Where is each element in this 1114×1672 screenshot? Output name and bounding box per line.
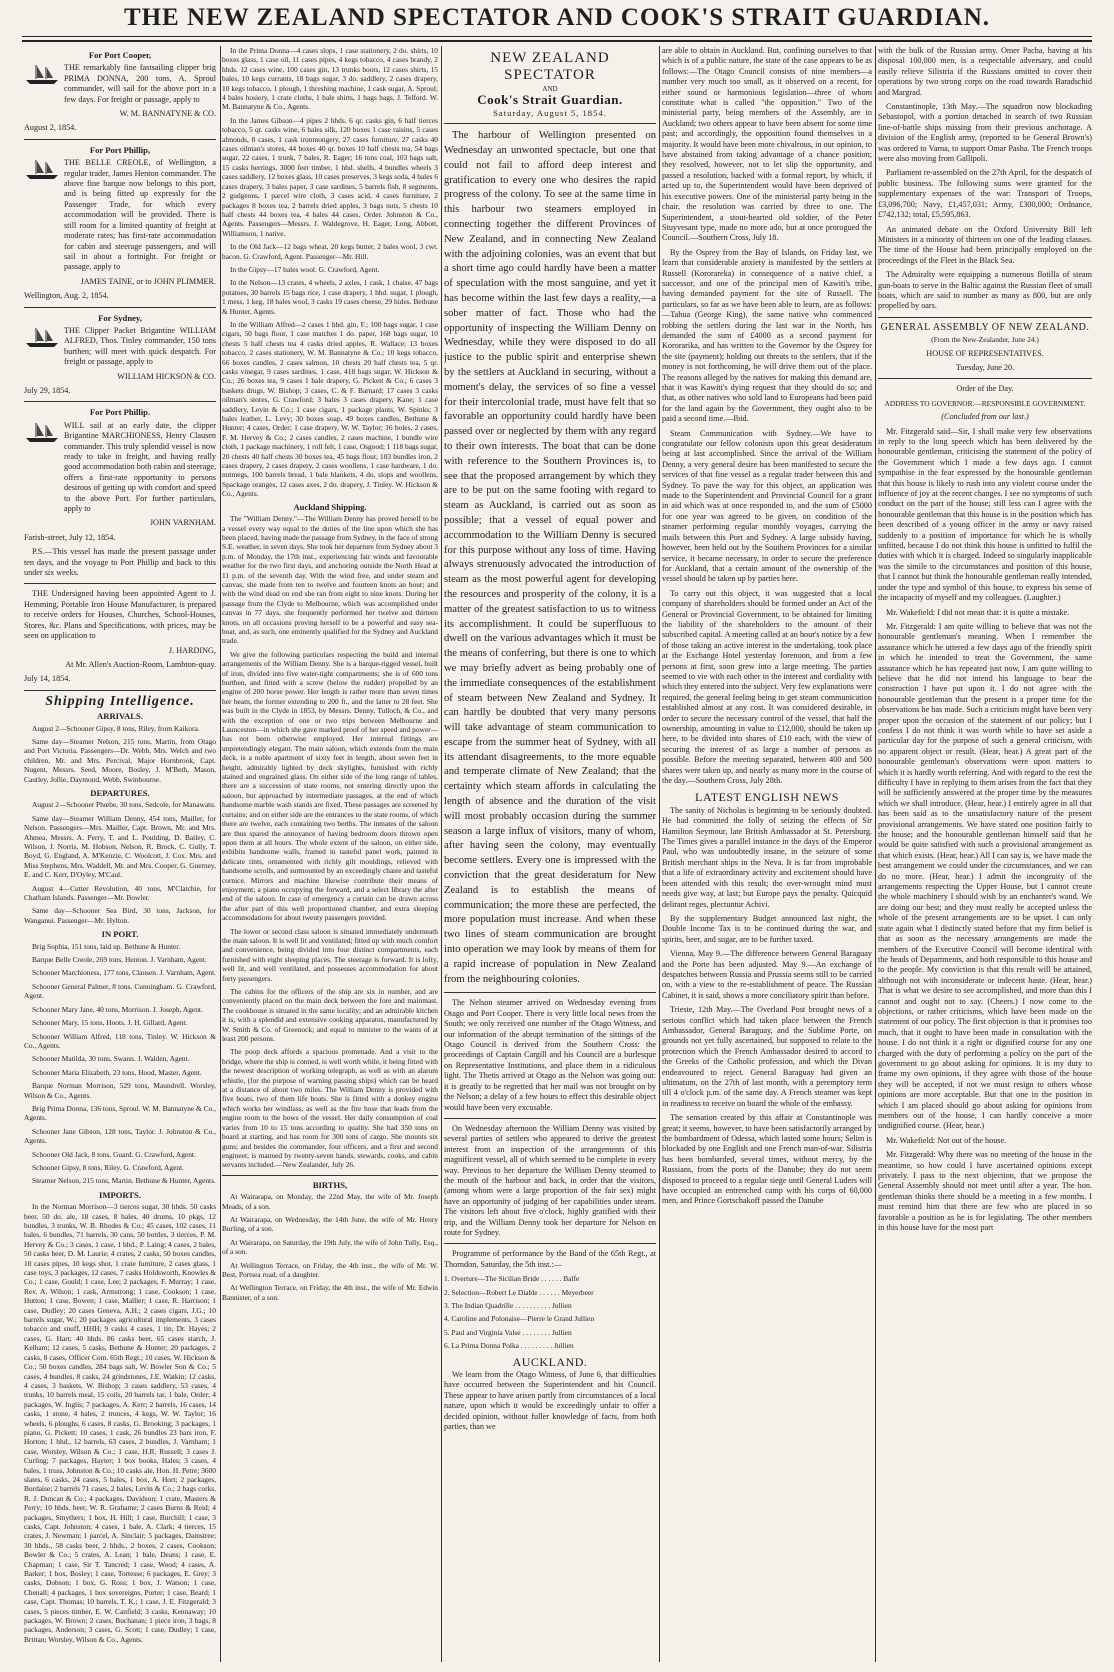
- speech-paragraph: Mr. Fitzgerald: I am quite willing to believe that was not the honourable gentleman's meaning. When I remember the assurance which he uttered a few days ago of the friendly spirit in which he intended to treat the Government, the same assurance which he has repeated just now, I am quite willing to believe that he did not intend his language to bear the construction I have put upon it. I do not agree with the honourable gentleman that the present is a proper time for the observations he has made. Such a criticism might have been very proper upon the occasion of the statement of our policy; but I confess I do not think it was worth while to have set aside a particular day for the purpose of such a general criticism, with no apparent object or result. (Hear, hear.) A great part of the honourable gentleman's observations were upon matters to which it is hardly worth referring. And with regard to the rest the difficulty I have in replying to them arises from the fact that they will be sufficiently answered at the proper time by the measures which we shall introduce. (Hear, hear.) I entirely agree in all that has been said as to the unsatisfactory nature of the present provisional arrangements. We have stated one position fairly to the house; and the honourable gentleman himself said that he would be quite satisfied with such a provisional arrangement as that which exists. (Hear, hear.) All I can say is, we have made the best arrangement we could under the circumstances, and we can do no more. (Hear, hear.) I admit the incongruity of the arrangements respecting the Upper House, but I cannot create the whole machinery I should wish by an enchanter's wand. We are doing our best; and they must really be accepted unless the whole of the present arrangements are to be upset. I can only state again what I distinctly stated before that my firm belief is that as soon as the necessary arrangements are made the members of the Executive Council will become identical with the heads of Departments, and both responsible to this house and to the people. My conviction is that this result will be attained, although not with inconsiderate or indecent haste. (Hear, hear.) That is what we desire to see accomplished, and more than this I cannot and ought not to say. (Cheers.) I now come to the objections, or rather criticisms, which have been made on the statement of our policy. The first objection is that it promises too much, that it ought to have been made in consultation with the house. I do not think it a right or dignified course for any one charged with the duty of performing a policy on the part of the government to go about asking for opinions. It is my duty to frame my own opinions, if they agree with those of the house they will be accepted, if not we must resign to others whose opinions are more acceptable. But that one in the position in which I am placed should go about asking for opinions from members out of the house, I can hardly conceive a more undignified course. (Hear, hear.): [878, 621, 1092, 1131]
- programme-item: 5. Paul and Virginia Valse . . . . . . . . Jullien: [444, 1327, 572, 1337]
- ad-heading: For Port Phillip.: [89, 407, 151, 418]
- column-3: [444, 46, 656, 1662]
- in-port-item: Steamer Nelson, 215 tons, Martin. Bethune & Hunter, Agents.: [32, 1176, 216, 1186]
- assembly-source: (From the New-Zealander, June 24.): [931, 335, 1039, 345]
- order-of-day: Order of the Day.: [956, 384, 1014, 394]
- article-paragraph: We learn from the Otago Witness, of June 6, that difficulties have occurred between the Superintendent and his Council. These appear to have arisen partly from circumstances of a local nature, upon which it would be exceedingly unfair to offer a decided opinion, without fuller knowledge of facts, from both parties, than we: [444, 1370, 656, 1432]
- ad-date: July 14, 1854.: [24, 674, 71, 684]
- divider: [878, 378, 1092, 379]
- speech-paragraph: Mr. Wakefield: I did not mean that: it is quite a mistake.: [886, 607, 1070, 617]
- imports-text: In the Old Jack—12 bags wheat, 20 kegs butter, 2 bales wool, 3 cwt. bacon. G. Crawford, Agent. Passenger—Mr. Hill.: [222, 242, 438, 261]
- programme-item: 3. The Indian Quadrille . . . . . . . . . . Jullien: [444, 1301, 572, 1310]
- ad-signature-address: At Mr. Allen's Auction-Room, Lambton-quay.: [65, 659, 216, 669]
- ad-heading: For Sydney,: [98, 312, 142, 323]
- news-paragraph: Trieste, 12th May.—The Overland Post brought news of a serious conflict which had taken place between the French Ambassador, General Baraguay, and the Sublime Porte, on grounds not yet fully ascertained, but supposed to relate to the protection which the French Ambassador desired to accord to the Greeks of the Catholic profession, and which the Divan endeavoured to reject. General Baraguay had given an ultimatum, on the 27th of last month, with a peremptory term till 4 o'clock p.m. of the same day. A French steamer was kept in readiness to receive on board the whole of the embassy.: [662, 1005, 872, 1108]
- concluded-note: (Concluded from our last.): [941, 412, 1029, 422]
- in-port-item: Brig Sophia, 151 tons, laid up. Bethune & Hunter.: [32, 941, 181, 951]
- in-port-item: Schooner Marchioness, 177 tons, Clausen. J. Varnham, Agent.: [32, 968, 216, 978]
- departure-item: August 4—Cutter Revolution, 40 tons, M'Clatchie, for Chatham Islands. Passenger—Mr. Bowler.: [24, 883, 216, 903]
- programme-item: 1. Overture—The Sicilian Bride . . . . . . Balfe: [444, 1274, 580, 1284]
- ad-heading: For Port Phillip,: [89, 144, 151, 155]
- ad-body: THE Clipper Packet Brigantine WILLIAM ALFRED, Thos. Tinley commander, 150 tons burthen; will meet with quick despatch. For freight or passage, apply to: [64, 325, 216, 367]
- divider: [24, 307, 216, 308]
- imports-text: In the William Alfred—2 cases 1 hhd. gin, F.; 100 bags sugar, 1 case cigars, 50 bags flour, 1 case matches 1 do. paper, 168 bags sugar, 10 chests 5 half chests tea 4 casks dried apples, R. Wallace; 13 boxes tobacco, 2 cases stationery, W. M. Bannatyne & Co.; 10 kegs tobacco, 66 boxes candles, 2 cases salmon, 10 chests 20 half chests tea, 5 qr. casks vinegar, 9 cases sardines, 1 case, 418 bags sugar, W. Hickson & Co.; 26 boxes tea, 9 cases 1 bale drapery, G. Pickett & Co.; 6 cases 3 baskets drugs, W. Bishop; 3 cases, C. & F. Barnard; 17 cases 3 casks oilman's stores, G. Crawford; 3 bales 3 cases drapery, Kane; 1 case saddlery, Levin & Co.; 1 case cigars, 1 package plants, W. Spinks; 3 bales leather, L. Levy; 30 boxes soap, 49 boxes candles, Bethune & Hunter; 4 cases, Order; 1 case drapery, W. W. Taylor; 16 boles, 2 cases, F. M. Hervey & Co.; 2 cases candles, 2 cases machine, 1 bundle wire cloth, 1 package machinery, 1 roll felt, 1 case, Osgood; 1 118 bags sugar, 20 chests 40 half chests 30 boxes tea, 45 bags flour, 103 bundles iron, 2 cases drapery, 2 cases drapery, 2 cases woollens, 1 case hardware, 1 do. nutmegs, 100 barrels bread, 1 bale blankets, 4 do. slops and woollens, Spackage oranges, 12 cases axes, 2 do. drapery, J. Tinley. W. Hickson & Co., Agents.: [222, 319, 438, 499]
- divider: [444, 1118, 656, 1119]
- birth-notice: At Wairarapa, on Monday, the 22nd May, the wife of Mr. Joseph Meads, of a son.: [222, 1192, 438, 1211]
- departure-item: Same day—Schooner Sea Bird, 30 tons, Jackson, for Wanganui. Passenger—Mr. Hylton.: [24, 906, 216, 925]
- assembly-house: HOUSE OF REPRESENTATIVES.: [926, 348, 1044, 358]
- in-port-heading: IN PORT.: [101, 929, 139, 940]
- ad-body: THE BELLE CREOLE, of Wellington, a regular trader, James Henton commander. The above fine barque now belongs to this port, and is being fitted up expressly for the Passenger Trade, for which every accommodation will be provided. There is still room for a limited quantity of freight at moderate rates; has first-rate accommodation for cabin and steerage passengers, and will sail in about a fortnight. For freight or passage, apply to: [64, 158, 216, 272]
- ad-date: Wellington, Aug. 2, 1854.: [24, 291, 109, 301]
- birth-notice: At Wairarapa, on Saturday, the 19th July, the wife of John Tully, Esq., of a son.: [222, 1237, 438, 1257]
- divider: [878, 317, 1092, 318]
- article-paragraph: The Nelson steamer arrived on Wednesday evening from Otago and Port Cooper. There is very little local news from the South; we only received one number of the Otago Witness, and our information of the abrupt termination of the sittings of the Otago Council is derived from the Southern Cross: the proceedings of Captain Cargill and his Council are a burlesque on Representative Institutions, and place them in a ridiculous light. The Thetis arrived at Otago as the Nelson was going out: it is greatly to be regretted that her mail was not brought on by the Nelson; a delay of a few hours to effect this desirable object would have been very excusable.: [444, 998, 656, 1112]
- news-paragraph: An animated debate on the Oxford University Bill left Ministers in a minority of thirteen on one of the leading clauses. The time of the House had been principally employed on the proceedings of the Fleet in the Black Sea.: [878, 224, 1092, 265]
- ship-icon: [24, 326, 60, 348]
- article-paragraph: The "William Denny."—The William Denny has proved herself to be a vessel every way equal to the duties of the line upon which she has been placed, having made the passage from Sydney, in the face of strong S.E. weather, in seven days. She took her departure from Sydney about 3 p.m. of Monday, the 17th inst., experiencing fair winds and favourable weather for the two first days, and anchoring outside the North Head at 11 p.m. of the seventh day. With the wind free, and under steam and canvas, she made from ten to twelve and fourteen knots an hour; and with the wind dead on end she ran from eight to nine knots. During her passage from the Clyde to Melbourne, which was accomplished under canvas in 77 days, she frequently performed her twelve and thirteen knots, on all occasions proving herself to be a powerful and easy sea-boat, and, as such, one eminently qualified for the Sydney and Auckland trade.: [222, 514, 438, 646]
- arrival-item: Same day—Steamer Nelson, 215 tons, Martin, from Otago and Port Victoria. Passengers—Dr. Webb, Mrs. Welch and two children, Mr. and Mrs. Percival, Major Hornbrook, Capt. Nugent, Messrs. Seed, Moore, Bosley, J. M'Beth, Mason, Cautley, Jollie, Daymond, Webb, Swinbourne.: [24, 736, 216, 784]
- departure-item: Same day—Steamer William Denny, 454 tons, Mailler, for Nelson. Passengers—Mrs. Mailler, Capt. Brown, Mr. and Mrs. Ahmea, Messrs. A. Perry, T. and L. Poulding, D. Bailey, C. Wilson, J. Norris, M. Hobson, Nelson, R. Brock, C. Gully, T. Boyd, G. England, A. M'Kenzie, C. Woolcott, J. Cox. Mrs. and Miss Stephens, Mrs. Waddell, Mr. and Mrs. Cooper, G. Guerney, E. and C. Kerr, D'Oyley, M'Caul.: [24, 813, 216, 880]
- ad-date: August 2, 1854.: [24, 123, 77, 133]
- issue-date: Saturday, August 5, 1854.: [493, 107, 607, 118]
- ad-body: THE Undersigned having been appointed Agent to J. Hemming, Portable Iron House Manufacturer, is prepared to receive orders for Houses, Churches, School-Houses, Stores, &c. Plans and Specifications, with prices, may be seen on application to: [24, 589, 216, 641]
- auckland-shipping-heading: Auckland Shipping.: [293, 501, 367, 512]
- ad-port-phillip-marchioness: [24, 407, 216, 578]
- assembly-date: Tuesday, June 20.: [955, 362, 1015, 372]
- news-paragraph: with the bulk of the Russian army. Omer Pacha, having at his disposal 100,000 men, is a respectable adversary, and could easily relieve Silistria if the Russians omitted to cover their operations by two strong corps on the road towards Baradschid and Margrad.: [878, 46, 1092, 97]
- article-paragraph: are able to obtain in Auckland. But, confining ourselves to that which is of a public nature, the state of the case appears to be as follows:—The Otago Council consists of nine members—a number very much too small, as it observed on a recent, for either sound or harmonious legislation—three of whom constitute what is called "the opposition." Two of the ministerial party, being members of the Assembly, are in Auckland; two others appear to have been absent for some time past; and accordingly, the opposition found themselves in a majority. It would have been more chivalrous, in our opinion, to have abstained from taking advantage of a chance position; they resolved, however, not to let slip the opportunity, and passed a resolution, backed with a formal report, by which, if acted up to, the Superintendent would have been deprived of his executive powers. One of the ministerial party being in the chair, the resolution was carried by three to one. The Superintendent, a stout-hearted old soldier, of the Peter Stuyvesant type, made no more ado, but at once prorogued the Council.—Southern Cross, July 18.: [662, 46, 872, 243]
- article-paragraph: The poop deck affords a spacious promenade. And a visit to the bridge, where the ship is conned, is well worth while, it being fitted with the newest description of working telegraph, as well as with an alarum whistle, (for the purpose of warning passing ships) which can be heard at a distance of about two miles. The William Denny is provided with five boats, two of them life boats. She is fitted with a donkey engine which works her windlass, as well as the fire hose that leads from the engine room to the bows of the vessel. Her daily consumption of coal varies from 10 to 15 tons according to quality. She had 350 tons on board at starting, and has room for 300 tons of cargo. She mounts six guns; and besides the commander, four officers, and a first and second engineer, is manned by twenty-seven hands, stewards, cooks, and cabin servants included.—New Zealander, July 26.: [222, 1047, 438, 1170]
- divider: [24, 139, 216, 140]
- ad-sydney: [24, 313, 216, 397]
- article-paragraph: Steam Communication with Sydney.—We have to congratulate our fellow colonists upon this great desideratum being at last accomplished. Since the arrival of the William Denny, a very general desire has been manifested to secure the services of that fine vessel as a regular trader between this and Sydney. To pave the way for this object, an application was made to the Superintendent and Provincial Council for a grant in aid which was at once responded to, and the sum of £5000 for one year was agreed to be given, on condition of the steamer performing regular monthly voyages, carrying the mails between this Port and Sydney. A large subsidy having, however, been held out by the Southern Provinces for a similar service, it became necessary, in order to secure the preference for Auckland, that a certain amount of the ownership of the vessel should be taken up by parties here.: [662, 428, 872, 584]
- imports-text: In the Prima Donna—4 cases slops, 1 case stationery, 2 do. shirts, 10 boxes glass, 1 case oil, 11 cases pipes, 4 kegs tobacco, 4 cases brandy, 2 hhds. 12 cases wine, 100 cases gin, 13 trunks boots, 12 cases shirts, 15 bales, 10 kegs currants, 18 bags sugar, 3 do. saddlery, 2 cases drapery, 10 kegs tobacco, 1 plough, 1 threshing machine, 1 cask sugar, A. Sproul; 4 bales hosiery, 1 crate cloths, 1 bale shirts, 1 bags bags, J. Telford. W. M. Bannatyne & Co., Agents.: [222, 46, 438, 112]
- ship-icon: [24, 63, 60, 85]
- article-paragraph: By the Osprey from the Bay of Islands, on Friday last, we learn that considerable anxiety is manifested by the settlers at Russell (Kororareka) in consequence of a native chief, a successor, and one of the principal men of Kawiti's tribe, having demanded payment for the site of Russell. The particulars, so far as we have been able to learn, are as follows:—Tahua (George King), the same native who commenced robbing the settlers during the last war in the North, has demanded the sum of £4000 as a second payment for Kororarika, and has written to the Governor by the Osprey for the site (payment); holding out threats to the settlers, that if the money is not forthcoming, he will drive them out of the place. The reasons alleged by the natives for making this demand are, that it was Kawiti's dying request that they should do so; and that, as other natives who sold land to Europeans had been paid for the land again by the Government, they ought also to be paid a second time.—Ibid.: [662, 247, 872, 424]
- article-paragraph: We give the following particulars respecting the build and internal arrangements of the William Denny. She is a barque-rigged vessel, built of iron, divided into five water-tight compartments; she is of 600 tons burthen, and fitted with a screw (below the rudder) propelled by an engine of 200 horse power. Her length is rather more than seven times her beam, the former extending to 200 ft., and the latter to 28 feet. She was built in the Clyde in 1853, by Messrs. Denny, Tulloch, & Co., and with the exception of one or two trips between Melbourne and Launceston—in which she gave marked proof of her speed and power—has not been otherwise employed. Her internal fittings are unpretendingly elegant. The main saloon, which extends from the main deck, is a noble apartment of sixty feet in length, about seven feet in height, admirably lighted by deck skylights, furnished with richly stained and engrained glass. On either side of the long range of tables, there are a succession of state rooms, not entering directly upon the saloon, but approached by intermediate passages, at the end of which handsome marble wash stands are fixed. These passages are screened by curtains; and on either side are the entrances to the state rooms, of which there are twelve, each containing two berths. The inmates of the saloon are thus spared the annoyance of having bedroom doors thrown open upon them at all hours. The whole extent of the saloon, on either side, exhibits handsome walls, framed in tasteful panel work, painted in delicate tints, ornamented with richly gilt mouldings, relieved with handsome scrolls, and surmounted by an exceedingly chaste and tasteful cornice. Mirrors and machine likewise contribute their means of enjoyment; a piano occupying the forward, and a select library the after end of the saloon. In case of emergency a curtain can be drawn across the after part of this well proportioned chamber, and extra sleeping accommodations for about twenty passengers provided.: [222, 649, 438, 923]
- column-1: [24, 46, 216, 1662]
- programme-item: 4. Caroline and Polonaise—Pierre le Grand Jullien: [444, 1314, 595, 1324]
- divider: [24, 690, 216, 691]
- ad-port-phillip-belle-creole: [24, 145, 216, 302]
- departure-item: August 2—Schooner Phœbe, 30 tons, Sedcole, for Manawatu.: [32, 800, 216, 810]
- imports-text: In the Norman Morrison—3 tierces sugar, 30 hhds. 50 casks beer, 50 do. ale, 18 cases, 8 bales, 40 drums, 10 pkgs, 12 bundles, 3 trunks, W. B. Rhodes & Co.; 45 cases, 102 cases, 11 bales, 6 bundles, 71 barrels, 30 cans, 50 bottles, 3 tierces, P. M. Hervey & Co.; 3 cases, 1 case, 1 bhd., P. Laing; 4 cases, 2 bales, 50 casks beer, D. M. Laurie; 4 crates, 2 casks, 50 boxes candles, 10 cases pipes, 10 kegs shot, 1 crate furniture, 2 cases glass, 1 case toys, 3 packages, 12 cases, 7 casks Holdsworth, Knowles & Co.; 1 case, Gould; 1 case, Lee; 2 packages, F. Murray; 1 case, Rev. A. Wilson; 1 cask, Armstrong; 1 case, Cookson; 1 case, Hutton; 1 case, Bowen; 1 case, Mallier; 1 case, R. Harrison; 1 case, Dudley; 20 cases Geneva, A.H.; 2 cases cigars, J.G.; 10 barrels sugar, W.; 20 packages agricultural implements, 3 cases tobacco and snuff, HHH; 9 casks 4 cases, 1 tin, Dr. Hayes; 2 cases, G. Hart; 40 hhds. 86 casks beer, 65 cases starch, J. Kelham; 12 cases, 5 casks, Bethune & Hunter; 20 packages, 2 casks, 8 cases, Officer Com. 65th Regt.; 10 cases, W. Hickson & Co.; 50 boxes candles, 284 bags salt, W. Bowler Son & Co.; 5 cases, 4 bundles, 8 casks, 24 grindstones, J.E. Watkin; 12 casks, 4 cases, 3 baskets, W. Bishop; 3 cases saddlery, 53 cases, 4 trunks, 10 barrels meal, 15 coils, 20 barrels tar, 1 bale, Order; 4 packages, W. Inglis; 7 packages, A. Kerr; 2 barrels, 16 cases, 14 casks, 1 stone, 4 bales, 2 trunces, 4 kegs, W. W. Taylor; 16 wheels, 6 ploughs, 6 cases, 8 casks, G. Brooking; 3 packages, 1 piano, G. Pickett; 10 cases, 1 cask, 26 bundles 23 bars iron, F. Horton; 1 hhd., 12 barrels, 63 cases, 2 bundles, J. Varnham; 1 case, Worsley, Wilson & Co.; 1 case, H.R. Russell; 3 cases J. Curling; 7 packages, Hayter; 1 box books, Hales; 3 cases, 4 bales, 1 truss, Johnston & Co.; 10 casks ale, Hon. H. Petre; 3600 slates, 6 casks, 24 cases, 5 bales, 1 box, A. Hort; 2 packages, Bordaise; 2 barrels 71 cases, 2 bales, Levin & Co.; 2 bags corks, R. J. Duncan & Co.; 4 packages, Davidson; 1 crate, Masters & Perry; 10 hhds. beer, W. R. Grahame; 2 cases Burns & Reid; 4 packages, Smythers; 1 box, H. Hill; 1 case, Burchill; 1 case, 3 casks, Capt. Johnston; 4 cases, 1 bale, A. Clark; 4 tierces, 15 crates, J. Newman; 1 parcel, A. Sinclair; 5 packages, Dainstree; 30 hhds., 58 casks beer, 2 hhds., 2 boxes, 2 cases, Cookson; Bowler & Co.; 5 crates, A. Lean; 1 bale, Deans; 1 case, E. Chapman; 1 case, Sir T. Tancred; 1 case, Wood; 4 cases, A. Barker; 1 box, Bosley; 1 case, Tortesse; 6 packages, E. Grey; 3 casks, Dobson; 1 box, G. Ross; 1 box, J. Watson; 1 case, Chenall; 4 packages, 1 box sovereigns, Porter; 1 case, Beard; 1 case, Capt. Thomas; 10 barrels, T. K.; 1 case, J. E. Fitzgerald; 3 cases, 5 pieces timber, E. W. Canfield; 3 casks, Kennaway; 10 packages, W. Brown; 2 cases, Buchanan; 1 piece iron, 3 bags, 8 packages, Anderson; 3 cases, G. Scott; 1 case, Dudley; 1 case, Brittan; Worsley, Wilson & Co., Agents.: [24, 1202, 216, 1644]
- column-2: [222, 46, 438, 1662]
- divider: [444, 123, 656, 124]
- in-port-item: Barque Norman Morrison, 529 tons, Maundrell. Worsley, Wilson & Co., Agents.: [24, 1081, 216, 1100]
- in-port-item: Schooner General Palmer, 8 tons, Cunningham. G. Crawford, Agent.: [24, 981, 216, 1001]
- news-paragraph: The sensation created by this affair at Constantinople was great; it seems, however, to have been satisfactorily arranged by the bombardment of Odessa, which lasted some hours; Selim is blockaded by one English and one French man-of-war. Silistria has been bombarded, several times, without mercy, by the Russians, from the ports of the Danube; they do not seem disposed to proceed to a regular siege until General Luders will have occupied an entrenched camp with his corps of 60,000 men, and Prince Gortschakoff passed the Danube: [662, 1113, 872, 1206]
- news-paragraph: The sanity of Nicholas is beginning to be seriously doubted. He had committed the folly of seizing the effects of Sir Hamilton Seymour, late British Ambassador at St. Petersburg. The Times gives a parallel instance in the days of the Emperor Paul, who was undoubtedly insane, in the seizure of some British merchant ships in the Neva. It is far from improbable that a life of extraordinary activity and excitement should have been attended with this result; the over-wrought mind must needs give way, at last; but Europe pays the penalty. Quicquid delirant reges, plectuntur Achivi.: [662, 805, 872, 909]
- in-port-item: Brig Prima Donna, 136 tons, Sproul. W. M. Bannatyne & Co., Agents.: [24, 1103, 216, 1123]
- nameplate-title: NEW ZEALAND SPECTATOR: [490, 50, 610, 83]
- ad-signature: WILLIAM HICKSON & CO.: [117, 371, 216, 381]
- nameplate-subtitle: Cook's Strait Guardian.: [477, 92, 623, 108]
- in-port-item: Schooner Gipsy, 8 tons, Riley. G. Crawford, Agent.: [32, 1162, 184, 1172]
- ad-postscript: P.S.—This vessel has made the present passage under ten days, and the voyage to Port Phillip and back to this under six weeks.: [24, 547, 216, 578]
- ad-signature: W. M. BANNATYNE & CO.: [119, 109, 216, 119]
- column-4: [662, 46, 872, 1662]
- news-paragraph: Parliament re-assembled on the 27th April, for the despatch of public business. The following sums were granted for the supplementary expenses of the war: Transport of Troops, £3,096,700; Navy, £1,457,031; Army, £300,000; Ordnance, £742,132; total, £5,595,863.: [878, 168, 1092, 220]
- article-paragraph: The cabins for the officers of the ship are six in number, and are conveniently placed on the main deck between the fore and mainmast. The cookhouse is situated in the same locality; and an admirable kitchen it is, with a splendid and extensive cooking apparatus, manufactured by W. Smith & Co. of Greenock; and equal to minister to the wants of at least 200 persons.: [222, 987, 438, 1044]
- article-paragraph: The lower or second class saloon is situated immediately underneath the main saloon. It is well lit and ventilated; fitted up with much comfort and convenience, being divided into four distinct compartments, each furnished with eight sleeping places. The steerage is forward. It is lofty, well lit, and well ventilated, and possesses accommodation for about forty passengers.: [222, 926, 438, 983]
- divider: [24, 583, 216, 584]
- programme-item: 6. La Prima Donna Polka . . . . . . . . . Jullien: [444, 1341, 574, 1351]
- divider: [24, 401, 216, 402]
- births-heading: BIRTHS,: [312, 1179, 348, 1190]
- in-port-item: Schooner William Alfred, 118 tons, Tinley. W. Hickson & Co., Agents.: [24, 1031, 216, 1050]
- ad-signature: JAMES TAINE, or to JOHN PLIMMER.: [80, 276, 216, 286]
- in-port-item: Schooner Old Jack, 8 tons, Guard. G. Crawford, Agent.: [32, 1149, 196, 1159]
- arrivals-heading: ARRIVALS.: [97, 711, 143, 722]
- ad-iron-houses: [24, 589, 216, 684]
- birth-notice: At Wairarapa, on Wednesday, the 14th June, the wife of Mr. Henry Burling, of a son.: [222, 1214, 438, 1234]
- arrival-item: August 2—Schooner Gipsy, 8 tons, Riley, from Kaikora.: [32, 723, 200, 733]
- article-paragraph: On Wednesday afternoon the William Denny was visited by several parties of settlers who appeared to derive the greatest interest from an inspection of the arrangements of this magnificent vessel, all of which seemed to be complete in every way. Previous to her departure the William Denny steamed to the mouth of the harbour and back, in order that the visitors, (among whom were a large proportion of the fair sex) might have an opportunity of judging of her capabilities under steam. The visitors left about five o'clock, highly gratified with their trip, and the William Denny took her departure for Nelson en route for Sydney.: [444, 1123, 656, 1237]
- in-port-item: Barque Belle Creole, 269 tons, Henton. J. Varnham, Agent.: [32, 955, 207, 965]
- divider: [444, 992, 656, 993]
- masthead-title: THE NEW ZEALAND SPECTATOR AND COOK'S STRAIT GUARDIAN.: [123, 4, 991, 31]
- departures-heading: DEPARTURES.: [90, 787, 150, 798]
- ad-signature: J. HARDING,: [168, 645, 216, 655]
- in-port-item: Schooner Matilda, 30 tons, Swann. J. Walden, Agent.: [32, 1054, 190, 1064]
- divider: [444, 1243, 656, 1244]
- speech-paragraph: Mr. Fitzgerald said—Sir, I shall make very few observations in reply to the long speech which has been delivered by the honourable gentleman, criticising the statement of the policy of the Government which I made a few days ago. I cannot sympathise in the fear expressed by the honourable gentleman that this house is likely to rush into any violent course under the influence of joy at the recent changes. I see no symptoms of such conduct on the part of the house; still less can I agree with the honourable gentleman that this house is in the position which has been described of a young officer in the army or navy raised suddenly to a position of importance for which he is wholly unfitted, because I do not think this house is unfitted to fulfil the duties with which it is charged. Indeed so singularly inapplicable was the simile to the circumstances and position of this house, that I cannot but think the honourable gentleman really intended, under the type and symbol of this house, to express his sense of the incapacity of myself and my colleagues. (Laughter.): [878, 426, 1092, 603]
- ship-icon: [24, 158, 60, 180]
- in-port-item: Schooner Mary Jane, 40 tons, Morrison. J. Joseph, Agent.: [32, 1004, 203, 1014]
- shipping-title: Shipping Intelligence.: [45, 693, 195, 709]
- ad-date: July 29, 1854.: [24, 385, 71, 395]
- ship-icon: [24, 421, 60, 443]
- nameplate-and: AND: [542, 85, 558, 93]
- in-port-item: Schooner Jane Gibson, 128 tons, Taylor. J. Johnston & Co., Agents.: [24, 1126, 216, 1146]
- imports-text: In the Gipsy—17 bales wool. G. Crawford, Agent.: [230, 264, 380, 274]
- masthead-rule: [22, 36, 1092, 37]
- article-paragraph: To carry out this object, it was suggested that a local company of shareholders should be formed under an Act of the General or Provincial Government, to be obtained for limiting the liability of the shareholders to the amount of their subscribed capital. A meeting called at an hour's notice by a few of those taking an active interest in the undertaking, took place at the Exchange Hotel yesterday forenoon, and from a few persons at first, soon grew into a large meeting. The parties seemed to vie with each other in the interest and cordiality with which they entered into the subject. Very few explanations were required, the general feeling being to get steam communication established almost at any cost. It was considered desirable, in order to secure the necessary control of the vessel, that half the ownership, amounting in value to £12,000, should be taken up here, to be divided into shares of £10 each, with the view of securing the interest of as large a number of persons as possible. Before the meeting separated, between 400 and 500 shares were taken up, and nearly as many more in the course of the day.—Southern Cross, July 28th.: [662, 588, 872, 786]
- news-paragraph: Constantinople, 13th May.—The squadron now blockading Sebastopol, with a portion detached in search of two Russian line-of-battle ships missing from their previous anchorage. A division of the English army, (reported to be General Brown's) was ordered to Varna, to support Omar Pasha. The French troops were also moving from Gallipoli.: [878, 102, 1092, 164]
- ad-body: THE remarkably fine fastsailing clipper brig PRIMA DONNA, 200 tons, A. Sproul commander, will sail for the above port in a few days. For freight or passage, apply to: [64, 63, 216, 104]
- birth-notice: At Wellington Terrace, on Friday, the 4th inst., the wife of Mr. Edwin Bannister, of a son.: [222, 1283, 438, 1302]
- ad-heading: For Port Cooper,: [88, 50, 152, 60]
- in-port-item: Schooner Mary, 15 tons, Hoots. J. H. Gillard, Agent.: [32, 1018, 188, 1028]
- speech-paragraph: Mr. Wakefield: Not out of the house.: [886, 1135, 1007, 1145]
- latest-news-heading: LATEST ENGLISH NEWS: [695, 790, 839, 805]
- editorial-paragraph: The harbour of Wellington presented on Wednesday an unwonted spectacle, but one that could not fail to afford deep interest and gratification to every one who desires the rapid progress of the colony. To see at the same time in this harbour two steamers employed in connecting together the different Provinces of New Zealand, and in connecting New Zealand with the adjoining colonies, was an event that but a short time ago could hardly have been a matter of speculation with the most sanguine, and yet it has become within the last few days a reality,—a sober matter of fact. Those who had the opportunity of inspecting the William Denny on Wednesday, while they were disposed to do all justice to the public spirit and enterprise shewn by the settlers at Auckland in securing, without a moment's delay, the services of so fine a vessel for their intercolonial trade, must have felt that so favorable an opportunity could hardly have been passed over or neglected by them with any regard to their own interests. The boat that can be done with reference to the Southern Provinces is, to see that the proposed arrangement by which they are to be put on the same footing with regard to steam as Auckland, is carried out as soon as possible; that a vessel of equal power and accommodation to the William Denny is secured for this purpose without any loss of time. Having always strenuously advocated the introduction of steam as the most powerful agent for developing the resources and prosperity of the colony, it is a matter of the greatest satisfaction to us to witness its accomplishment. It could be superfluous to dwell on the various advantages which it must be the means of conferring, but there is one to which we may briefly advert as being probably one of the immediate consequences of the establishment of steam between New Zealand and Sydney. It can hardly be doubted that very many persons will take advantage of steam communication to escape from the summer heat of Sydney, with all its attendant disagreements, to the more equable and temperate climate of New Zealand; that the certainty which steam affords in calculating the length of absence and the duration of the visit will most probably occasion during the summer season a large influx of visitors, many of whom, after having seen the colony, may eventually become settlers. Every one is impressed with the conviction that the great desideratum for New Zealand is to establish the means of communication; the more these are perfected, the more population must increase. And when these two lines of steam communication are brought into operation we may look by means of them for a rapid increase of population in New Zealand from the neighbouring colonies.: [444, 130, 656, 985]
- order-subheading: ADDRESS TO GOVERNOR.—RESPONSIBLE GOVERNMENT.: [884, 398, 1086, 408]
- news-paragraph: Vienna, May 9.—The difference between General Baraguay and the Porte has been adjusted. May 9.—An exchange of despatches between Russia and Prussia seems still to be carried on, with a view to the re-establishment of peace. The Russian Cabinet, it is said, shows a more conciliatory spirit than before.: [662, 949, 872, 1000]
- speech-paragraph: Mr. Fitzgerald: Why there was no meeting of the house in the meantime, so how could I have ascertained opinions except privately. I pass to the next objection, that we propose the General Assembly should not meet until after a year. The hon. gentleman thinks there should be a meeting in a few months. I must remind him that there are few who are placed in so favorable a position as he is for legislating. The other members in this house have for the most part: [878, 1150, 1092, 1233]
- imports-text: In the Nelson—13 crates, 4 wheels, 2 axles, 1 cask, 1 chaise, 47 bags potatoes, 30 barrels 15 bags rice, 1 case drapery, 1 hhd. sugar, 1 plough, 1 mess, 1 keg, 18 bales wool, 3 casks 19 cases cheese, 29 hides. Bethune & Hunter, Agents.: [222, 278, 438, 316]
- divider: [222, 1175, 438, 1176]
- ad-port-cooper: [24, 50, 216, 134]
- ad-body: WILL sail at an early date, the clipper Brigantine MARCHIONESS, Henry Clausen commander. This truly splendid vessel is now ready to take in freight, and having really good accommodation both cabin and steerage, offers a first-rate opportunity to persons desirous of getting up with comfort and speed to the above Port. For further particulars, apply to: [64, 420, 216, 514]
- column-5: [878, 46, 1092, 1662]
- auckland-heading: AUCKLAND.: [512, 1354, 588, 1369]
- ad-address: Farish-street, July 12, 1854.: [24, 532, 116, 542]
- masthead-rule-thick: [22, 40, 1092, 42]
- in-port-item: Schooner Maria Elizabeth, 23 tons, Hood, Master, Agent.: [32, 1067, 202, 1077]
- news-paragraph: By the supplementary Budget announced last night, the Double Income Tax is to be continued during the war, and spirits, beer, and sugar, are to be further taxed.: [662, 913, 872, 944]
- imports-text: In the James Gibson—4 pipes 2 hhds. 6 qr. casks gin, 6 half tierces tobacco, 5 qr. casks wine, 6 bales silk, 120 boxes 1 case raisins, 5 cases almonds, 8 cases, 1 cask ironmongery, 27 cases furniture, 27 casks 40 cases oilman's stores, 44 boxes 40 qr. boxes 10 half chests tea, 54 bags sugar, 22 cases, 1 trunk, 7 bales, R. Eager; 16 tons coal, 103 bags salt, 15 casks herrings, 3000 feet timber, 1 hhd. shells, 4 bundles wheels 3 cases saddlery, 12 boxes glass, 10 cases preserves, 3 kegs soda, 4 bales 6 cases drapery, 3 bales paper, 3 case sardines, 5 barrels fish, 8 segments, 2 gudgeons, 1 parcel wire cloth, 3 cases acid, 4 cases furniture, 2 packages 8 boxes tea, 2 barrels dried apples, 3 bags nuts, 5 chests 10 half chests 44 boxes tea, 4 bales 44 cases, Order. Johnston & Co., Agents. Passengers—Messrs. J. Waldegrove, H. Eager, Long, Abbott, Williamson, 1 native.: [222, 115, 438, 238]
- assembly-heading: GENERAL ASSEMBLY OF NEW ZEALAND.: [880, 321, 1090, 333]
- programme-intro: Programme of performance by the Band of the 65th Regt., at Thorndon, Saturday, the 5th inst.:—: [444, 1249, 656, 1269]
- programme-item: 2. Selection—Robert Le Diable . . . . . . Meyerbeer: [444, 1287, 594, 1297]
- news-paragraph: The Admiralty were equipping a numerous flotilla of steam gun-boats to serve in the Baltic against the Russian fleet of small boats, which are said to number as many as 800, but are only propelled by oars.: [878, 270, 1092, 311]
- ad-signature: JOHN VARNHAM.: [149, 518, 216, 528]
- imports-heading: IMPORTS.: [99, 1189, 141, 1200]
- birth-notice: At Wellington Terrace, on Friday, the 4th inst., the wife of Mr. W. Best, Portsea road, of a daughter.: [222, 1260, 438, 1279]
